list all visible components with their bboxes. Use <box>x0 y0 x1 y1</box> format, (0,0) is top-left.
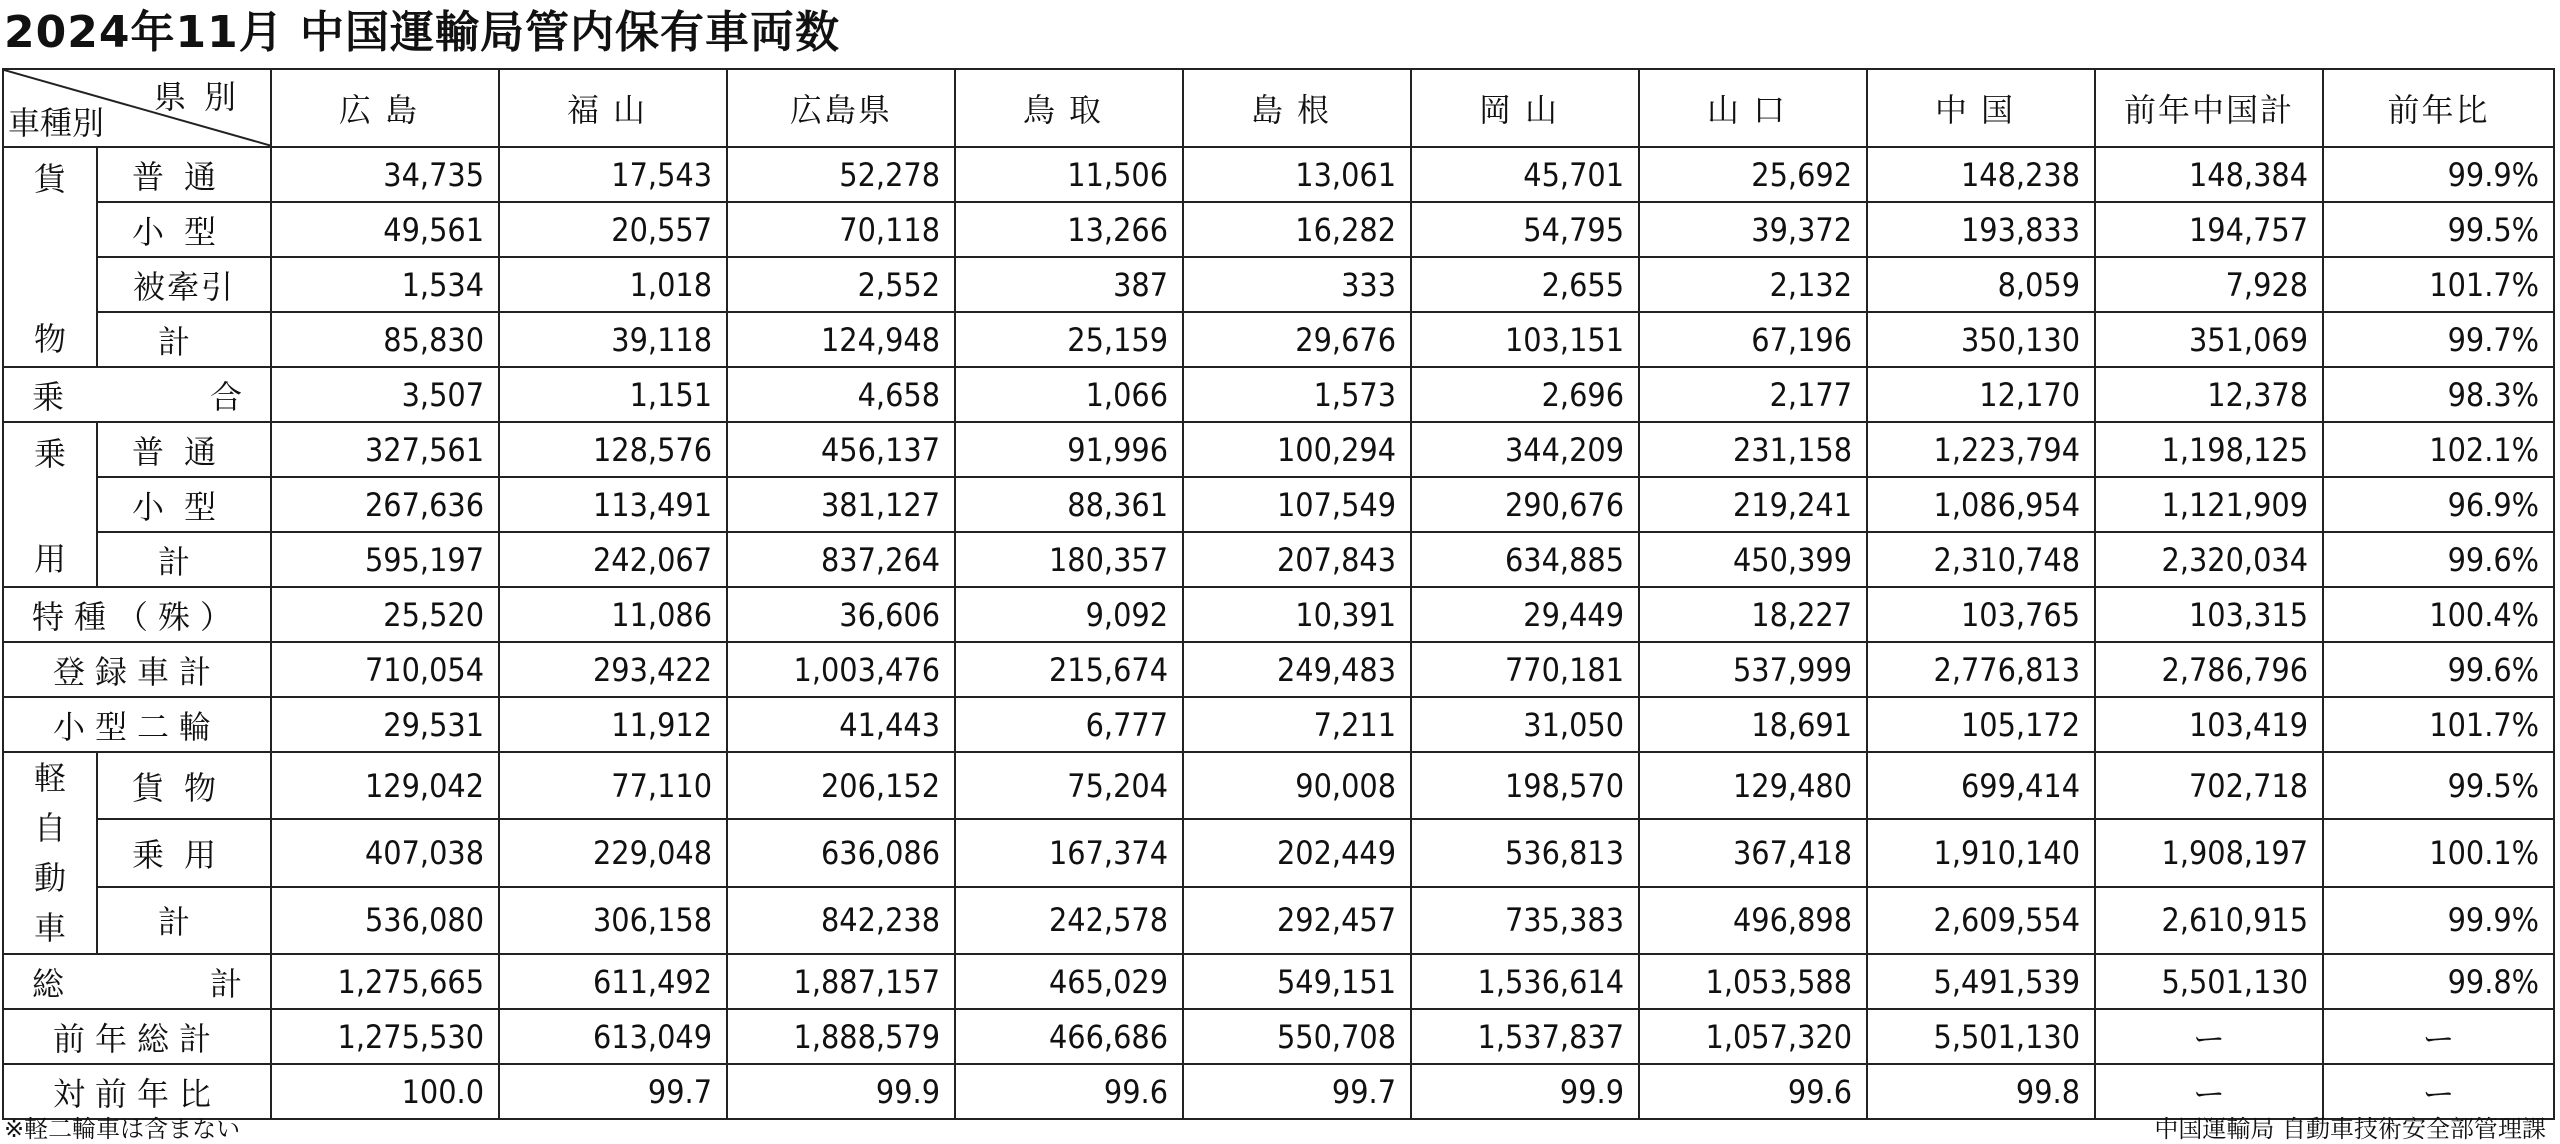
cell-hiroshima: 595,197 <box>271 532 499 587</box>
cell-prev-year-chugoku: 148,384 <box>2095 147 2323 202</box>
cell-shimane: 207,843 <box>1183 532 1411 587</box>
cell-yamaguchi: 129,480 <box>1639 752 1867 819</box>
row-label: 対前年比 <box>3 1064 271 1119</box>
cell-yoy-ratio: 99.5% <box>2323 202 2554 257</box>
cell-okayama: 2,655 <box>1411 257 1639 312</box>
cell-okayama: 1,536,614 <box>1411 954 1639 1009</box>
cell-prev-year-chugoku: ー <box>2095 1009 2323 1064</box>
cell-chugoku: 350,130 <box>1867 312 2095 367</box>
cell-yoy-ratio: 100.4% <box>2323 587 2554 642</box>
table-row <box>3 887 2554 954</box>
cell-yoy-ratio: 99.7% <box>2323 312 2554 367</box>
table-row <box>3 422 2554 477</box>
col-header-okayama: 岡山 <box>1411 69 1639 147</box>
group-label-char: 軽 <box>33 759 66 797</box>
cell-prev-year-chugoku: 1,908,197 <box>2095 819 2323 886</box>
cell-okayama: 103,151 <box>1411 312 1639 367</box>
cell-tottori: 6,777 <box>955 697 1183 752</box>
row-label: 被牽引 <box>97 257 271 312</box>
cell-chugoku: 8,059 <box>1867 257 2095 312</box>
cell-fukuyama: 1,151 <box>499 367 727 422</box>
cell-shimane: 10,391 <box>1183 587 1411 642</box>
cell-prev-year-chugoku: 103,315 <box>2095 587 2323 642</box>
row-label: 小型 <box>97 202 271 257</box>
cell-yoy-ratio: 102.1% <box>2323 422 2554 477</box>
row-label: 計 <box>97 532 271 587</box>
group-label-kei <box>3 752 97 954</box>
cell-fukuyama: 613,049 <box>499 1009 727 1064</box>
cell-okayama: 1,537,837 <box>1411 1009 1639 1064</box>
cell-prev-year-chugoku: 2,320,034 <box>2095 532 2323 587</box>
cell-tottori: 75,204 <box>955 752 1183 819</box>
cell-fukuyama: 611,492 <box>499 954 727 1009</box>
cell-yoy-ratio: 100.1% <box>2323 819 2554 886</box>
group-label-char: 動 <box>33 859 66 897</box>
table-row <box>3 312 2554 367</box>
col-header-tottori: 鳥取 <box>955 69 1183 147</box>
cell-fukuyama: 77,110 <box>499 752 727 819</box>
table-row <box>3 642 2554 697</box>
cell-okayama: 2,696 <box>1411 367 1639 422</box>
col-header-hiroshima-pref: 広島県 <box>727 69 955 147</box>
row-label: 普通 <box>97 147 271 202</box>
cell-tottori: 167,374 <box>955 819 1183 886</box>
cell-hiroshima-pref: 842,238 <box>727 887 955 954</box>
cell-okayama: 634,885 <box>1411 532 1639 587</box>
row-label: 小型二輪 <box>3 697 271 752</box>
cell-chugoku: 2,609,554 <box>1867 887 2095 954</box>
cell-hiroshima-pref: 456,137 <box>727 422 955 477</box>
source-credit: 中国運輸局 自動車技術安全部管理課 <box>2154 1115 2546 1143</box>
cell-fukuyama: 39,118 <box>499 312 727 367</box>
cell-prev-year-chugoku: 702,718 <box>2095 752 2323 819</box>
cell-yamaguchi: 231,158 <box>1639 422 1867 477</box>
cell-yoy-ratio: 99.6% <box>2323 532 2554 587</box>
cell-shimane: 333 <box>1183 257 1411 312</box>
cell-hiroshima-pref: 70,118 <box>727 202 955 257</box>
cell-chugoku: 99.8 <box>1867 1064 2095 1119</box>
cell-hiroshima-pref: 36,606 <box>727 587 955 642</box>
row-label: 貨物 <box>97 752 271 819</box>
table-row <box>3 587 2554 642</box>
cell-yamaguchi: 450,399 <box>1639 532 1867 587</box>
cell-yamaguchi: 367,418 <box>1639 819 1867 886</box>
row-label: 総計 <box>3 954 271 1009</box>
header-row <box>3 69 2554 147</box>
cell-fukuyama: 229,048 <box>499 819 727 886</box>
row-label: 乗用 <box>97 819 271 886</box>
col-header-hiroshima: 広島 <box>271 69 499 147</box>
table-row <box>3 954 2554 1009</box>
cell-prev-year-chugoku: 5,501,130 <box>2095 954 2323 1009</box>
cell-yamaguchi: 99.6 <box>1639 1064 1867 1119</box>
cell-hiroshima: 129,042 <box>271 752 499 819</box>
row-label: 小型 <box>97 477 271 532</box>
cell-fukuyama: 113,491 <box>499 477 727 532</box>
cell-hiroshima-pref: 1,887,157 <box>727 954 955 1009</box>
row-label: 計 <box>97 312 271 367</box>
cell-yamaguchi: 1,057,320 <box>1639 1009 1867 1064</box>
cell-prev-year-chugoku: 7,928 <box>2095 257 2323 312</box>
cell-hiroshima: 267,636 <box>271 477 499 532</box>
cell-yoy-ratio: 99.5% <box>2323 752 2554 819</box>
cell-hiroshima-pref: 41,443 <box>727 697 955 752</box>
cell-hiroshima-pref: 636,086 <box>727 819 955 886</box>
cell-tottori: 180,357 <box>955 532 1183 587</box>
row-label: 普通 <box>97 422 271 477</box>
corner-label-vehicle-type: 車種別 <box>8 104 105 142</box>
cell-chugoku: 12,170 <box>1867 367 2095 422</box>
cell-hiroshima-pref: 52,278 <box>727 147 955 202</box>
cell-fukuyama: 11,912 <box>499 697 727 752</box>
page-title: 2024年11月 中国運輸局管内保有車両数 <box>4 7 841 58</box>
table-row <box>3 202 2554 257</box>
cell-yamaguchi: 219,241 <box>1639 477 1867 532</box>
row-label: 計 <box>97 887 271 954</box>
cell-hiroshima: 49,561 <box>271 202 499 257</box>
group-label-bottom: 物 <box>33 320 66 358</box>
cell-tottori: 215,674 <box>955 642 1183 697</box>
cell-fukuyama: 17,543 <box>499 147 727 202</box>
cell-prev-year-chugoku: 12,378 <box>2095 367 2323 422</box>
cell-yoy-ratio: 101.7% <box>2323 257 2554 312</box>
cell-hiroshima-pref: 837,264 <box>727 532 955 587</box>
cell-hiroshima-pref: 4,658 <box>727 367 955 422</box>
cell-yamaguchi: 18,227 <box>1639 587 1867 642</box>
cell-yamaguchi: 18,691 <box>1639 697 1867 752</box>
cell-yamaguchi: 496,898 <box>1639 887 1867 954</box>
cell-tottori: 91,996 <box>955 422 1183 477</box>
cell-hiroshima: 85,830 <box>271 312 499 367</box>
col-header-prev-year-chugoku: 前年中国計 <box>2095 69 2323 147</box>
cell-chugoku: 2,310,748 <box>1867 532 2095 587</box>
group-label-char: 車 <box>33 909 66 947</box>
cell-yoy-ratio: 99.9% <box>2323 147 2554 202</box>
cell-hiroshima-pref: 2,552 <box>727 257 955 312</box>
cell-fukuyama: 306,158 <box>499 887 727 954</box>
group-label-top: 貨 <box>33 160 66 198</box>
cell-shimane: 1,573 <box>1183 367 1411 422</box>
cell-hiroshima: 710,054 <box>271 642 499 697</box>
cell-shimane: 16,282 <box>1183 202 1411 257</box>
cell-okayama: 770,181 <box>1411 642 1639 697</box>
table-row <box>3 532 2554 587</box>
cell-hiroshima-pref: 1,003,476 <box>727 642 955 697</box>
col-header-shimane: 島根 <box>1183 69 1411 147</box>
cell-tottori: 466,686 <box>955 1009 1183 1064</box>
cell-fukuyama: 11,086 <box>499 587 727 642</box>
cell-yamaguchi: 2,177 <box>1639 367 1867 422</box>
cell-prev-year-chugoku: 1,121,909 <box>2095 477 2323 532</box>
cell-okayama: 344,209 <box>1411 422 1639 477</box>
table-row <box>3 697 2554 752</box>
cell-fukuyama: 99.7 <box>499 1064 727 1119</box>
group-label-top: 乗 <box>33 435 66 473</box>
cell-okayama: 536,813 <box>1411 819 1639 886</box>
cell-hiroshima: 327,561 <box>271 422 499 477</box>
cell-okayama: 290,676 <box>1411 477 1639 532</box>
vehicle-count-table <box>2 68 2555 1120</box>
group-label-char: 自 <box>33 809 66 847</box>
cell-prev-year-chugoku: 194,757 <box>2095 202 2323 257</box>
cell-okayama: 31,050 <box>1411 697 1639 752</box>
table-row <box>3 752 2554 819</box>
col-header-chugoku: 中国 <box>1867 69 2095 147</box>
cell-yoy-ratio: 99.8% <box>2323 954 2554 1009</box>
cell-yamaguchi: 2,132 <box>1639 257 1867 312</box>
table-row <box>3 147 2554 202</box>
cell-hiroshima: 25,520 <box>271 587 499 642</box>
cell-yoy-ratio: ー <box>2323 1009 2554 1064</box>
cell-yoy-ratio: ー <box>2323 1064 2554 1119</box>
cell-shimane: 7,211 <box>1183 697 1411 752</box>
cell-tottori: 25,159 <box>955 312 1183 367</box>
cell-chugoku: 148,238 <box>1867 147 2095 202</box>
cell-hiroshima: 536,080 <box>271 887 499 954</box>
cell-chugoku: 193,833 <box>1867 202 2095 257</box>
table-row <box>3 367 2554 422</box>
cell-tottori: 465,029 <box>955 954 1183 1009</box>
cell-tottori: 99.6 <box>955 1064 1183 1119</box>
cell-hiroshima-pref: 206,152 <box>727 752 955 819</box>
cell-hiroshima-pref: 99.9 <box>727 1064 955 1119</box>
footnote: ※軽二輪車は含まない <box>4 1115 241 1143</box>
cell-shimane: 99.7 <box>1183 1064 1411 1119</box>
cell-tottori: 1,066 <box>955 367 1183 422</box>
cell-yoy-ratio: 96.9% <box>2323 477 2554 532</box>
cell-fukuyama: 293,422 <box>499 642 727 697</box>
cell-fukuyama: 1,018 <box>499 257 727 312</box>
cell-chugoku: 699,414 <box>1867 752 2095 819</box>
cell-shimane: 202,449 <box>1183 819 1411 886</box>
row-label: 前年総計 <box>3 1009 271 1064</box>
cell-hiroshima: 34,735 <box>271 147 499 202</box>
table-row <box>3 257 2554 312</box>
cell-shimane: 549,151 <box>1183 954 1411 1009</box>
cell-tottori: 242,578 <box>955 887 1183 954</box>
cell-yoy-ratio: 98.3% <box>2323 367 2554 422</box>
cell-hiroshima: 100.0 <box>271 1064 499 1119</box>
table-row <box>3 1009 2554 1064</box>
cell-prev-year-chugoku: 2,610,915 <box>2095 887 2323 954</box>
cell-chugoku: 103,765 <box>1867 587 2095 642</box>
cell-hiroshima-pref: 124,948 <box>727 312 955 367</box>
cell-prev-year-chugoku: ー <box>2095 1064 2323 1119</box>
col-header-yoy-ratio: 前年比 <box>2323 69 2554 147</box>
cell-yamaguchi: 67,196 <box>1639 312 1867 367</box>
cell-prev-year-chugoku: 351,069 <box>2095 312 2323 367</box>
cell-yoy-ratio: 101.7% <box>2323 697 2554 752</box>
cell-yoy-ratio: 99.9% <box>2323 887 2554 954</box>
group-label-freight <box>3 147 97 367</box>
cell-chugoku: 1,086,954 <box>1867 477 2095 532</box>
cell-hiroshima: 1,275,530 <box>271 1009 499 1064</box>
cell-chugoku: 1,223,794 <box>1867 422 2095 477</box>
cell-chugoku: 1,910,140 <box>1867 819 2095 886</box>
corner-label-prefecture: 県別 <box>153 78 254 116</box>
cell-tottori: 387 <box>955 257 1183 312</box>
cell-shimane: 550,708 <box>1183 1009 1411 1064</box>
cell-hiroshima: 3,507 <box>271 367 499 422</box>
col-header-fukuyama: 福山 <box>499 69 727 147</box>
row-label: 登録車計 <box>3 642 271 697</box>
cell-shimane: 292,457 <box>1183 887 1411 954</box>
cell-yamaguchi: 537,999 <box>1639 642 1867 697</box>
cell-hiroshima-pref: 1,888,579 <box>727 1009 955 1064</box>
cell-hiroshima: 1,275,665 <box>271 954 499 1009</box>
cell-chugoku: 2,776,813 <box>1867 642 2095 697</box>
cell-hiroshima: 407,038 <box>271 819 499 886</box>
cell-hiroshima: 1,534 <box>271 257 499 312</box>
cell-chugoku: 5,501,130 <box>1867 1009 2095 1064</box>
cell-shimane: 100,294 <box>1183 422 1411 477</box>
cell-chugoku: 105,172 <box>1867 697 2095 752</box>
cell-tottori: 9,092 <box>955 587 1183 642</box>
cell-shimane: 249,483 <box>1183 642 1411 697</box>
cell-okayama: 45,701 <box>1411 147 1639 202</box>
cell-fukuyama: 128,576 <box>499 422 727 477</box>
cell-yamaguchi: 25,692 <box>1639 147 1867 202</box>
corner-header <box>3 69 271 147</box>
cell-okayama: 735,383 <box>1411 887 1639 954</box>
cell-tottori: 11,506 <box>955 147 1183 202</box>
cell-hiroshima-pref: 381,127 <box>727 477 955 532</box>
row-label: 乗合 <box>3 367 271 422</box>
cell-yamaguchi: 39,372 <box>1639 202 1867 257</box>
group-label-bottom: 用 <box>33 540 66 578</box>
cell-prev-year-chugoku: 1,198,125 <box>2095 422 2323 477</box>
cell-tottori: 88,361 <box>955 477 1183 532</box>
cell-yamaguchi: 1,053,588 <box>1639 954 1867 1009</box>
table-row <box>3 819 2554 886</box>
cell-prev-year-chugoku: 2,786,796 <box>2095 642 2323 697</box>
cell-prev-year-chugoku: 103,419 <box>2095 697 2323 752</box>
cell-shimane: 107,549 <box>1183 477 1411 532</box>
cell-shimane: 29,676 <box>1183 312 1411 367</box>
cell-tottori: 13,266 <box>955 202 1183 257</box>
table-row <box>3 477 2554 532</box>
cell-fukuyama: 242,067 <box>499 532 727 587</box>
col-header-yamaguchi: 山口 <box>1639 69 1867 147</box>
cell-okayama: 54,795 <box>1411 202 1639 257</box>
group-label-passenger <box>3 422 97 587</box>
cell-shimane: 13,061 <box>1183 147 1411 202</box>
cell-yoy-ratio: 99.6% <box>2323 642 2554 697</box>
row-label: 特種（殊） <box>3 587 271 642</box>
cell-okayama: 198,570 <box>1411 752 1639 819</box>
cell-shimane: 90,008 <box>1183 752 1411 819</box>
cell-chugoku: 5,491,539 <box>1867 954 2095 1009</box>
cell-okayama: 29,449 <box>1411 587 1639 642</box>
cell-hiroshima: 29,531 <box>271 697 499 752</box>
cell-okayama: 99.9 <box>1411 1064 1639 1119</box>
cell-fukuyama: 20,557 <box>499 202 727 257</box>
